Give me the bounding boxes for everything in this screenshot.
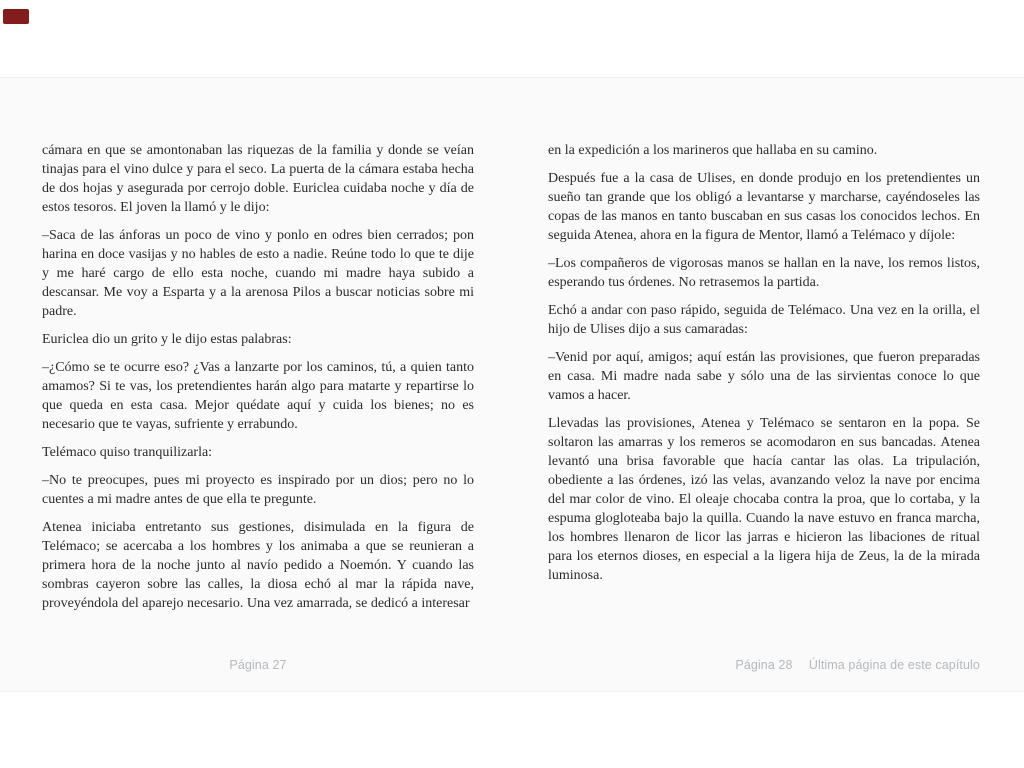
paragraph: Llevadas las provisiones, Atenea y Telémaco se sentaron en la popa. Se soltaron las amarras y los remeros se acomodaron en sus bancadas. Atenea levantó una brisa favorable que hacía cantar las olas. La tripulación, obediente a las órdenes, izó las velas, avanzando veloz la nave por encima del mar color de vino. El oleaje chocaba contra la proa, que lo cortaba, y la espuma glogloteaba bajo la quilla. Cuando la nave estuvo en franca marcha, los hombres llenaron de licor las jarras e hicieron las libaciones de ritual para los eternos dioses, en especial a la ligera hija de Zeus, la de la mirada luminosa. — [548, 416, 980, 583]
page-number-right: Página 28 — [735, 658, 793, 672]
paragraph: –Venid por aquí, amigos; aquí están las provisiones, que fueron preparadas en casa. Mi madre nada sabe y sólo una de las sirvientas conoce lo que vamos a hacer. — [548, 350, 980, 403]
red-corner-marker[interactable] — [3, 9, 29, 24]
paragraph: cámara en que se amontonaban las riquezas de la familia y donde se veían tinajas para el vino dulce y para el seco. La puerta de la cámara estaba hecha de dos hojas y asegurada por cerrojo doble. Euriclea cuidaba noche y día de estos tesoros. El joven la llamó y le dijo: — [42, 143, 474, 215]
reading-area — [0, 77, 1024, 692]
paragraph: –¿Cómo se te ocurre eso? ¿Vas a lanzarte por los caminos, tú, a quien tanto amamos? Si te vas, los pretendientes harán algo para matarte y repartirse lo que queda en esta casa. Mejor quédate aquí y cuida los bienes; no es necesario que te vayas, sufriente y errabundo. — [42, 360, 474, 432]
paragraph: –Los compañeros de vigorosas manos se hallan en la nave, los remos listos, esperando tus órdenes. No retrasemos la partida. — [548, 256, 980, 290]
paragraph: –Saca de las ánforas un poco de vino y ponlo en odres bien cerrados; pon harina en doce vasijas y no hables de esto a nadie. Reúne todo lo que te dije y me haré cargo de ello esta noche, cuando mi madre haya subido a descansar. Me voy a Esparta y a la arenosa Pilos a buscar noticias sobre mi padre. — [42, 228, 474, 319]
paragraph: –No te preocupes, pues mi proyecto es inspirado por un dios; pero no lo cuentes a mi madre antes de que ella te pregunte. — [42, 473, 474, 507]
paragraph: en la expedición a los marineros que hallaba en su camino. — [548, 143, 878, 158]
paragraph: Echó a andar con paso rápido, seguida de Telémaco. Una vez en la orilla, el hijo de Ulises dijo a sus camaradas: — [548, 303, 980, 337]
paragraph: Euriclea dio un grito y le dijo estas palabras: — [42, 332, 292, 347]
chapter-last-page-status: Última página de este capítulo — [808, 658, 980, 672]
paragraph: Telémaco quiso tranquilizarla: — [42, 445, 213, 460]
book-page-left — [42, 141, 474, 622]
page-number-left: Página 27 — [229, 658, 287, 672]
paragraph: Después fue a la casa de Ulises, en donde produjo en los pretendientes un sueño tan grande que los obligó a levantarse y marcharse, cayéndoseles las copas de las manos en tanto buscaban en sus casas los conocidos lechos. En seguida Atenea, ahora en la figura de Mentor, llamó a Telémaco y díjole: — [548, 171, 980, 243]
paragraph: Atenea iniciaba entretanto sus gestiones, disimulada en la figura de Telémaco; se acercaba a los hombres y los animaba a que se reunieran a primera hora de la noche junto al navío pedido a Noemón. Y cuando las sombras cayeron sobre las calles, la diosa echó al mar la rápida nave, proveyéndola del aparejo necesario. Una vez amarrada, se dedicó a interesar — [42, 520, 474, 611]
book-page-right — [548, 141, 980, 594]
